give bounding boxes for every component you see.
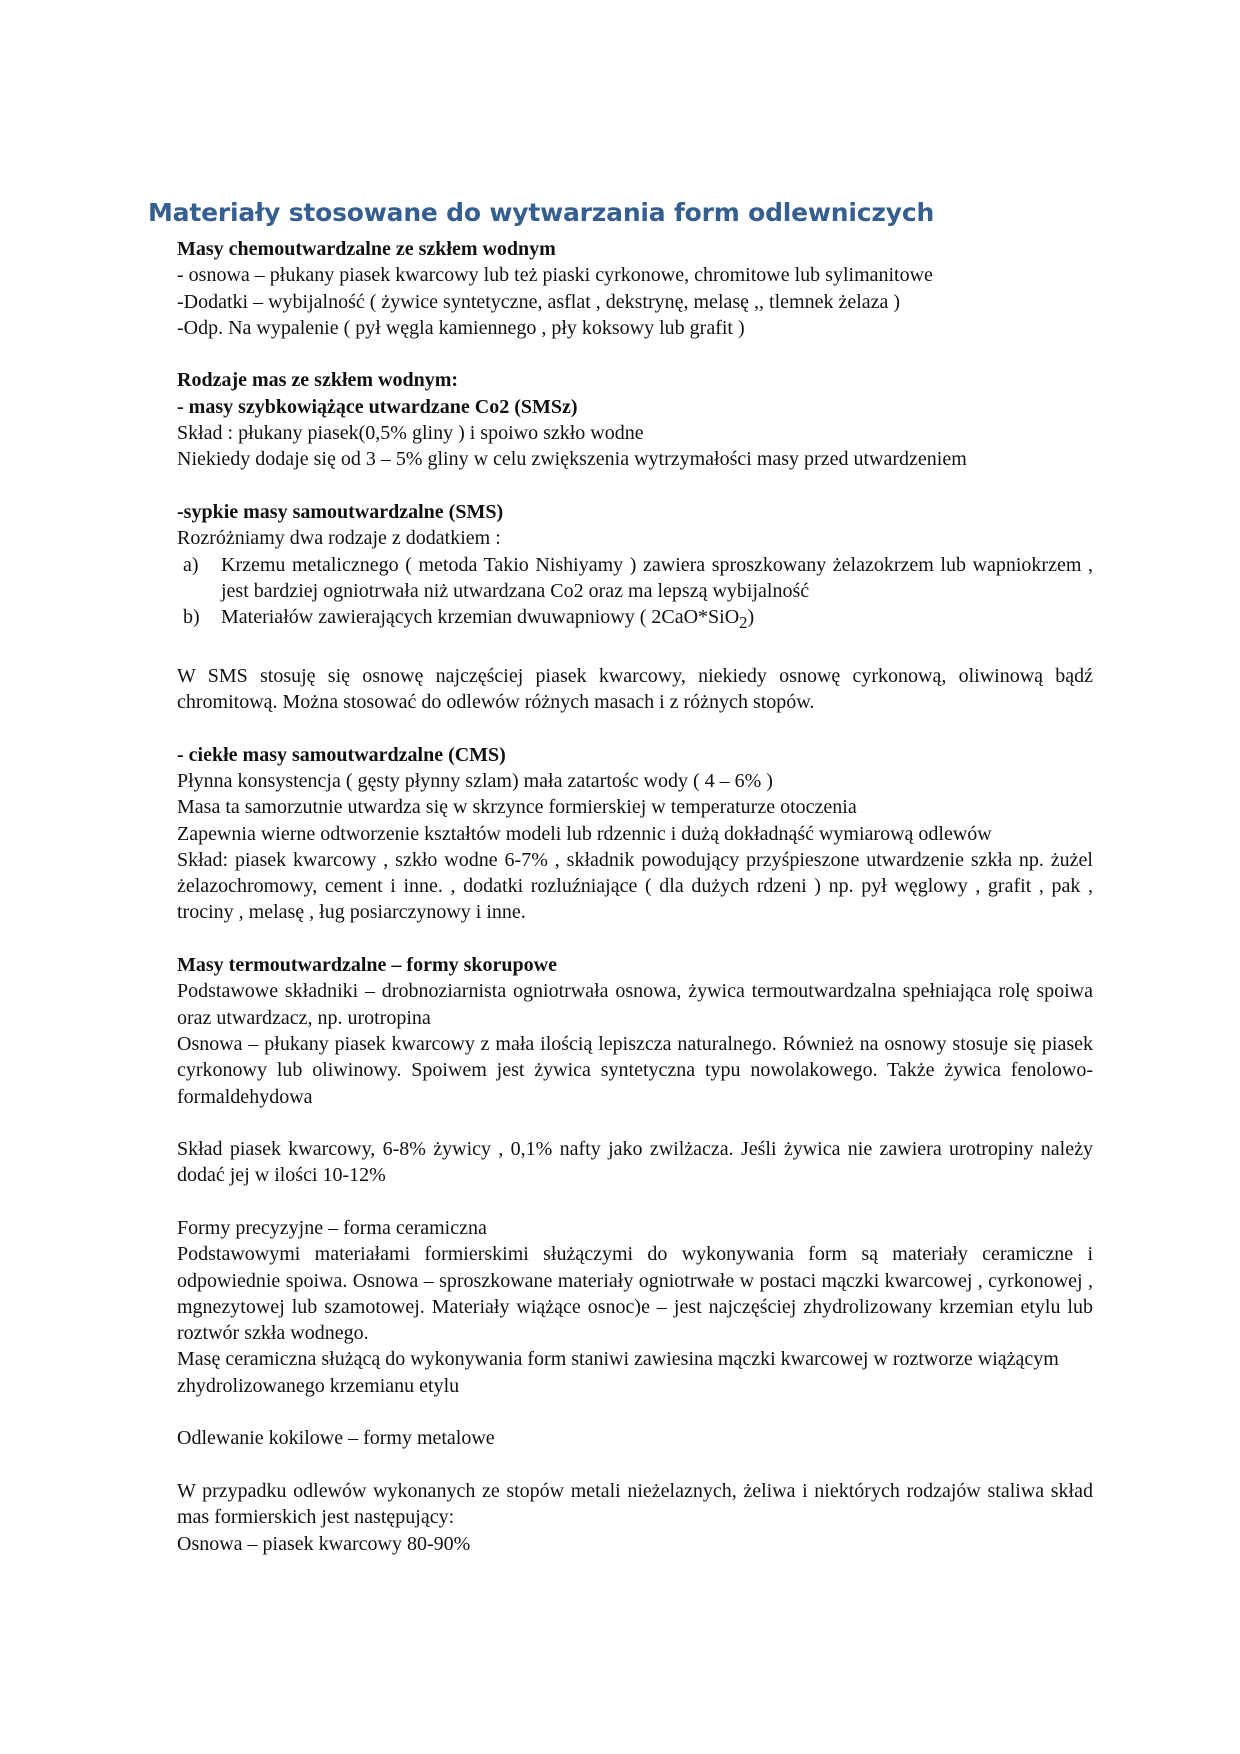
text-line: Osnowa – piasek kwarcowy 80-90% — [177, 1532, 471, 1555]
subsection-heading: -sypkie masy samoutwardzalne (SMS) — [177, 500, 504, 523]
section-heading: Masy termoutwardzalne — [177, 954, 387, 977]
subsection-heading: - ciekłe masy samoutwardzalne (CMS) — [177, 743, 506, 766]
list-item — [177, 552, 1093, 605]
list-marker: a) — [183, 553, 199, 576]
paragraph: W SMS stosuję się osnowę najczęściej piasek kwarcowy, niekiedy osnowę cyrkonową, oliwinową bądź chromitową. Można stosować do odlewów różnych masach i z różnych stopów. — [177, 664, 1093, 714]
paragraph: Skład: piasek kwarcowy , szkło wodne 6-7% , składnik powodujący przyśpieszone utwardzenie szkła np. żużel żelazochromowy, cement i inne. , dodatki rozluźniające ( dla dużych rdzeni ) np. pył węglowy , grafit , pak , trociny , melasę , ług posiarczynowy i inne. — [177, 848, 1093, 924]
section-heading: Odlewanie kokilowe – formy metalowe — [177, 1427, 495, 1450]
text-line: -Odp. Na wypalenie ( pył węgla kamiennego , pły koksowy lub grafit ) — [177, 316, 745, 339]
list-item-text: Materiałów zawierających krzemian dwuwapniowy ( 2CaO*SiO — [221, 606, 740, 629]
text-line: -Dodatki – wybijalność ( żywice syntetyczne, asflat , dekstrynę, melasę ,, tlemnek żelaza ) — [177, 290, 901, 313]
paragraph: Podstawowe składniki – drobnoziarnista ogniotrwała osnowa, żywica termoutwardzalna spełniająca rolę spoiwa oraz utwardzacz, np. urotropina — [177, 980, 1093, 1029]
section-heading: Rodzaje mas ze szkłem wodnym: — [177, 369, 459, 392]
text-line: Masa ta samorzutnie utwardza się w skrzynce formierskiej w temperaturze otoczenia — [177, 796, 857, 819]
section-heading: Masy chemoutwardzalne ze szkłem wodnym — [177, 238, 556, 260]
list-item-end: ) — [747, 606, 755, 629]
text-line: Rozróżniamy dwa rodzaje z dodatkiem : — [177, 527, 501, 550]
document-title: Materiały stosowane do wytwarzania form odlewniczych — [148, 198, 935, 227]
text-line: - osnowa – płukany piasek kwarcowy lub też piaski cyrkonowe, chromitowe lub sylimanitowe — [177, 264, 933, 287]
paragraph: W przypadku odlewów wykonanych ze stopów metali nieżelaznych, żeliwa i niektórych rodzajów staliwa skład mas formierskich jest następujący: — [177, 1479, 1093, 1529]
paragraph: Zapewnia wierne odtworzenie kształtów modeli lub rdzennic i dużą dokładnąść wymiarową odlewów — [177, 822, 992, 845]
text-line: Płynna konsystencja ( gęsty płynny szlam) mała zatartośc wody ( 4 – 6% ) — [177, 769, 773, 792]
subscript: 2 — [739, 613, 748, 633]
section-heading: Formy precyzyjne – forma ceramiczna — [177, 1216, 487, 1239]
text-line: Niekiedy dodaje się od 3 – 5% gliny w celu zwiększenia wytrzymałości masy przed utwardzeniem — [177, 448, 967, 471]
paragraph: Osnowa – płukany piasek kwarcowy z mała ilością lepiszcza naturalnego. Również na osnowy stosuje się piasek cyrkonowy lub oliwinowy. Spoiwem jest żywica syntetyczna typu nowolakowego. Także żywica fenolowo- formaldehydowa — [177, 1032, 1093, 1108]
section-heading-line — [177, 952, 1093, 978]
subsection-heading: - masy szybkowiążące utwardzane Co2 (SMSz) — [177, 395, 578, 418]
document-body — [177, 236, 1093, 1557]
list-marker: b) — [183, 606, 200, 629]
section-heading-rest: – formy skorupowe — [386, 954, 557, 977]
list-item — [177, 604, 1093, 636]
paragraph: Skład piasek kwarcowy, 6-8% żywicy , 0,1% nafty jako zwilżacza. Jeśli żywica nie zawiera urotropiny należy dodać jej w ilości 10-12% — [177, 1138, 1093, 1187]
paragraph: Podstawowymi materiałami formierskimi służączymi do wykonywania form są materiały ceramiczne i odpowiednie spoiwa. Osnowa – sproszkowane materiały ogniotrwałe w postaci mączki kwarcowej , cyrkonowej , mgnezytowej lub szamotowej. Materiały wiążące osnoc)e – jest najczęściej zhydrolizowany krzemian etylu lub roztwór szkła wodnego. — [177, 1243, 1093, 1345]
text-line: Skład : płukany piasek(0,5% gliny ) i spoiwo szkło wodne — [177, 422, 644, 445]
paragraph: Masę ceramiczna służącą do wykonywania form staniwi zawiesina mączki kwarcowej w roztworze wiążącym zhydrolizowanego krzemianu etylu — [177, 1348, 1059, 1397]
list-item-text: Krzemu metalicznego ( metoda Takio Nishiyamy ) zawiera sproszkowany żelazokrzem lub wapniokrzem , jest bardziej ogniotrwała niż utwardzana Co2 oraz ma lepszą wybijalność — [221, 553, 1093, 602]
